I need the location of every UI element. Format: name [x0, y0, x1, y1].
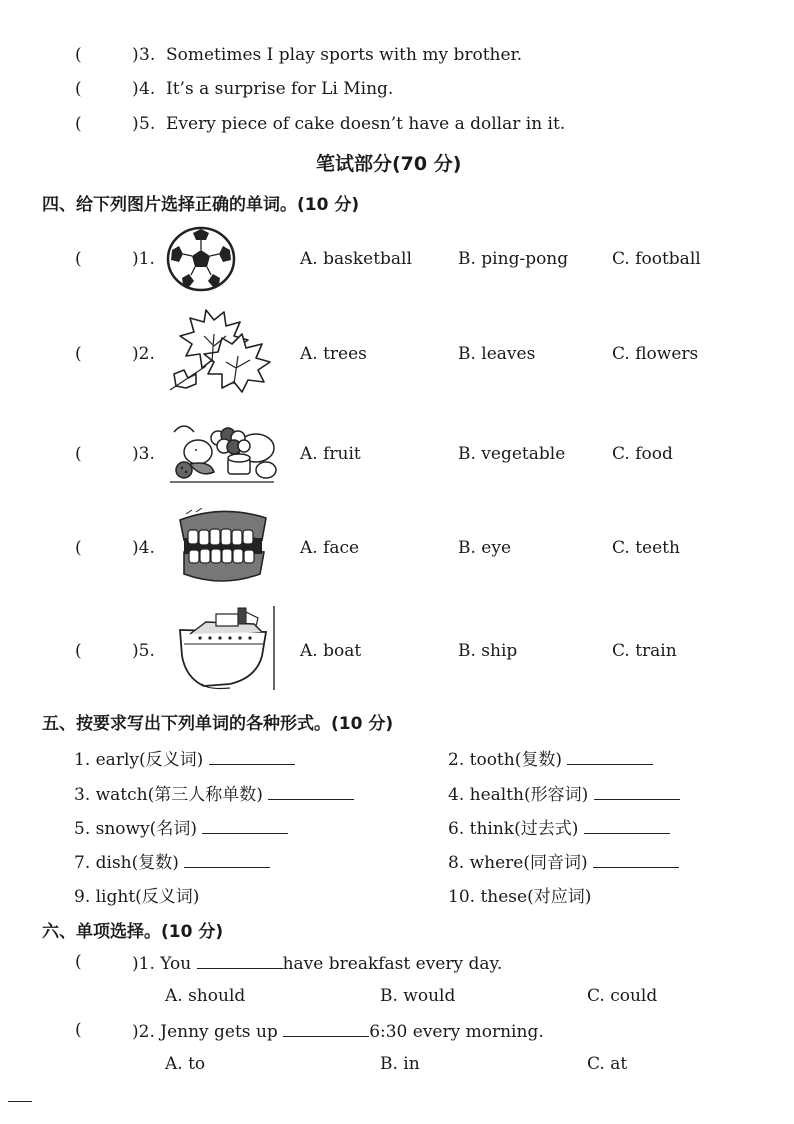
option-c: C. at: [587, 1054, 628, 1074]
answer-paren-open: (: [75, 641, 82, 661]
word-form-item-4: [448, 780, 680, 805]
question-number: ): [132, 114, 139, 134]
word-form-item-10: [448, 882, 591, 907]
option-a: A. fruit: [300, 444, 361, 464]
section-4-heading: 四、给下列图片选择正确的单词。(10 分): [42, 195, 360, 215]
option-a: A. basketball: [300, 249, 412, 269]
section-6-heading: 六、单项选择。(10 分): [42, 922, 224, 942]
word-form-item-3: [74, 780, 354, 805]
option-b: B. leaves: [458, 344, 536, 364]
answer-paren-open: (: [75, 249, 82, 269]
ship-icon: [176, 604, 278, 692]
section-5-heading: 五、按要求写出下列单词的各种形式。(10 分): [42, 714, 394, 734]
answer-paren-open: (: [75, 952, 82, 972]
word-form-prompt: 6. think(过去式): [448, 819, 579, 839]
option-a: A. should: [165, 986, 246, 1006]
word-form-prompt: 3. watch(第三人称单数): [74, 785, 263, 805]
question-number: ): [132, 45, 139, 65]
question-number: )3.: [132, 444, 155, 464]
option-b: B. vegetable: [458, 444, 566, 464]
answer-blank[interactable]: [594, 783, 680, 800]
word-form-item-7: [74, 848, 270, 873]
answer-blank[interactable]: [202, 817, 288, 834]
answer-blank[interactable]: [584, 817, 670, 834]
question-text: 6:30 every morning.: [369, 1022, 544, 1042]
question-number: 4.: [139, 79, 156, 99]
word-form-prompt: 9. light(反义词): [74, 887, 200, 907]
answer-blank[interactable]: [283, 1020, 369, 1037]
word-form-prompt: 4. health(形容词): [448, 785, 589, 805]
question-number: )2.: [132, 344, 155, 364]
word-form-item-6: [448, 814, 670, 839]
option-c: C. train: [612, 641, 677, 661]
option-c: C. teeth: [612, 538, 680, 558]
leaves-icon: [166, 304, 282, 396]
option-a: A. trees: [300, 344, 367, 364]
word-form-prompt: 10. these(对应词): [448, 887, 592, 907]
option-b: B. would: [380, 986, 456, 1006]
option-b: B. in: [380, 1054, 420, 1074]
answer-paren-open: (: [75, 114, 82, 134]
option-c: C. football: [612, 249, 701, 269]
answer-paren-open: (: [75, 45, 82, 65]
teeth-icon: [176, 508, 270, 586]
word-form-prompt: 2. tooth(复数): [448, 750, 562, 770]
word-form-item-1: [74, 745, 295, 770]
option-c: C. food: [612, 444, 673, 464]
written-part-title: 笔试部分(70 分): [316, 153, 462, 175]
option-a: A. to: [165, 1054, 206, 1074]
answer-paren-open: (: [75, 444, 82, 464]
question-number: ): [132, 79, 139, 99]
answer-blank[interactable]: [197, 952, 283, 969]
question-text: Every piece of cake doesn’t have a dollar in it.: [166, 114, 566, 134]
answer-paren-open: (: [75, 1020, 82, 1040]
word-form-prompt: 5. snowy(名词): [74, 819, 197, 839]
question-number: 3.: [139, 45, 156, 65]
word-form-item-8: [448, 848, 679, 873]
word-form-item-2: [448, 745, 653, 770]
option-b: B. eye: [458, 538, 512, 558]
option-a: A. boat: [300, 641, 362, 661]
question-number: )1. You: [132, 954, 192, 974]
answer-blank[interactable]: [567, 748, 653, 765]
word-form-prompt: 1. early(反义词): [74, 750, 204, 770]
answer-blank[interactable]: [268, 783, 354, 800]
option-b: B. ping-pong: [458, 249, 569, 269]
answer-paren-open: (: [75, 344, 82, 364]
question-text: It’s a surprise for Li Ming.: [166, 79, 394, 99]
question-text: have breakfast every day.: [282, 954, 503, 974]
page-edge-mark: [8, 1101, 32, 1102]
option-c: C. could: [587, 986, 658, 1006]
word-form-item-9: [74, 882, 199, 907]
soccer-ball-icon: [166, 226, 236, 292]
food-icon: [166, 418, 278, 488]
question-text: Sometimes I play sports with my brother.: [166, 45, 523, 65]
question-stem: [132, 952, 502, 974]
option-b: B. ship: [458, 641, 518, 661]
question-number: )1.: [132, 249, 155, 269]
question-stem: [132, 1020, 544, 1042]
answer-blank[interactable]: [209, 748, 295, 765]
answer-blank[interactable]: [184, 851, 270, 868]
answer-paren-open: (: [75, 538, 82, 558]
question-number: 5.: [139, 114, 156, 134]
word-form-prompt: 8. where(同音词): [448, 853, 588, 873]
word-form-prompt: 7. dish(复数): [74, 853, 179, 873]
question-number: )5.: [132, 641, 155, 661]
question-number: )2. Jenny gets up: [132, 1022, 278, 1042]
answer-paren-open: (: [75, 79, 82, 99]
question-number: )4.: [132, 538, 155, 558]
word-form-item-5: [74, 814, 288, 839]
option-c: C. flowers: [612, 344, 699, 364]
option-a: A. face: [300, 538, 360, 558]
answer-blank[interactable]: [593, 851, 679, 868]
